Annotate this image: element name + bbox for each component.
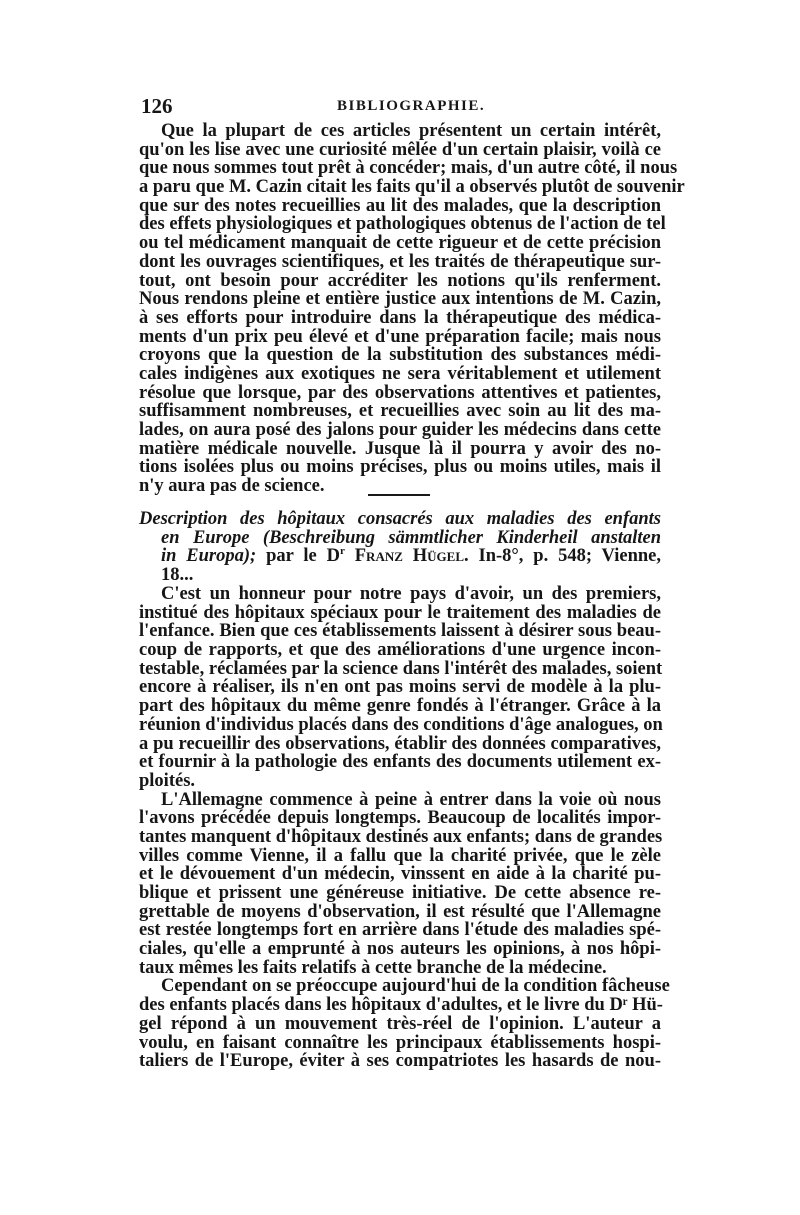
text-line: lades, on aura posé des jalons pour guider les médecins dans cette <box>139 420 661 440</box>
text-line: ments d'un prix peu élevé et d'une préparation facile; mais nous <box>139 326 661 347</box>
text-line: ciales, qu'elle a emprunté à nos auteurs les opinions, à nos hôpi- <box>139 939 661 960</box>
citation-details: In-8°, p. 548; Vienne, <box>468 546 661 567</box>
text-line: l'enfance. Bien que ces établissements laissent à désirer sous beau- <box>139 621 661 642</box>
text-line: voulu, en faisant connaître les principaux établissements hospi- <box>139 1032 661 1053</box>
text-line: grettable de moyens d'observation, il est résulté que l'Allemagne <box>139 901 661 922</box>
review-title-line: Description des hôpitaux consacrés aux maladies des enfants <box>139 509 661 529</box>
running-head: BIBLIOGRAPHIE. <box>337 98 486 114</box>
text-line: coup de rapports, et que des améliorations d'une urgence incon- <box>139 640 661 661</box>
text-line: C'est un honneur pour notre pays d'avoir, un des premiers, <box>161 584 661 604</box>
text-line: blique et prissent une généreuse initiative. De cette absence re- <box>139 883 661 903</box>
text-line: part des hôpitaux du même genre fondés à l'étranger. Grâce à la <box>139 696 661 717</box>
paragraph-hugel-review <box>139 584 670 1072</box>
text-line: ploités. <box>139 770 196 791</box>
page-number: 126 <box>141 94 173 118</box>
text-line: taux mêmes les faits relatifs à cette branche de la médecine. <box>139 957 607 978</box>
text-line: tions isolées plus ou moins précises, plus ou moins utiles, mais il <box>139 457 661 478</box>
text-line: matière médicale nouvelle. Jusque là il pourra y avoir des no- <box>139 438 661 459</box>
text-line: et le dévouement d'un médecin, vinssent en aide à la charité pu- <box>139 864 661 885</box>
text-line: que nous sommes tout prêt à concéder; mais, d'un autre côté, il nous <box>139 158 678 179</box>
text-line: Nous rendons pleine et entière justice aux intentions de M. Cazin, <box>139 289 661 310</box>
text-line: cales indigènes aux exotiques ne sera véritablement et utilement <box>139 363 661 384</box>
paragraph-cazin-review <box>139 121 685 497</box>
text-line: qu'on les lise avec une curiosité mêlée d'un certain plaisir, voilà ce <box>139 139 661 160</box>
text-line: tantes manquent d'hôpitaux destinés aux enfants; dans de grandes <box>139 826 663 847</box>
text-line: Cependant on se préoccupe aujourd'hui de la condition fâcheuse <box>161 976 670 997</box>
text-line: ou tel médicament manquait de cette rigueur et de cette précision <box>139 233 661 254</box>
text-line: L'Allemagne commence à peine à entrer dans la voie où nous <box>161 789 661 810</box>
text-line: n'y aura pas de science. <box>139 476 325 497</box>
text-line: tout, ont besoin pour accréditer les notions qu'ils renferment. <box>139 270 661 291</box>
text-line: résolue que lorsque, par des observations attentives et patientes, <box>139 382 661 403</box>
text-line: l'avons précédée depuis longtemps. Beaucoup de localités impor- <box>139 808 661 829</box>
text-line: dont les ouvrages scientifiques, et les traités de thérapeutique sur- <box>139 251 661 272</box>
text-line: des enfants placés dans les hôpitaux d'adultes, et le livre du Dʳ Hü- <box>139 995 663 1016</box>
review-author: Franz Hügel. <box>344 546 469 567</box>
citation-prefix: par le D <box>256 546 340 567</box>
review-title-fragment: in Europa); <box>161 546 257 567</box>
text-line: taliers de l'Europe, éviter à ses compatriotes les hasards de nou- <box>139 1051 661 1072</box>
text-line: des effets physiologiques et pathologiques obtenus de l'action de tel <box>139 214 666 235</box>
text-line: et fournir à la pathologie des enfants des documents utilement ex- <box>139 752 661 773</box>
text-line: croyons que la question de la substitution des substances médi- <box>139 345 661 366</box>
review-title-line: en Europe (Beschreibung sämmtlicher Kinderheil anstalten <box>161 527 661 548</box>
text-line: testable, réclamées par la science dans l'intérêt des malades, soient <box>139 658 663 679</box>
review-year-line: 18... <box>161 565 194 586</box>
citation-superscript: r <box>339 545 345 558</box>
text-line: suffisamment nombreuses, et recueillies avec soin au lit des ma- <box>139 401 661 422</box>
text-line: institué des hôpitaux spéciaux pour le traitement des maladies de <box>139 602 661 623</box>
text-line: est restée longtemps fort en arrière dans l'étude des maladies spé- <box>139 920 661 941</box>
text-line: gel répond à un mouvement très-réel de l'opinion. L'auteur a <box>139 1013 661 1034</box>
text-line: a paru que M. Cazin citait les faits qu'il a observés plutôt de souvenir <box>139 177 685 198</box>
text-line: que sur des notes recueillies au lit des malades, que la description <box>139 195 661 216</box>
page-header <box>135 94 665 120</box>
text-line: réunion d'individus placés dans des conditions d'âge analogues, on <box>139 714 663 735</box>
review-title-block <box>139 510 661 585</box>
text-line: à ses efforts pour introduire dans la thérapeutique des médica- <box>139 307 661 328</box>
text-line: villes comme Vienne, il a fallu que la charité privée, que le zèle <box>139 845 661 866</box>
text-line: Que la plupart de ces articles présentent un certain intérêt, <box>161 121 661 141</box>
review-citation-line <box>139 547 661 566</box>
text-line: encore à réaliser, ils n'en ont pas moins servi de modèle à la plu- <box>139 677 661 698</box>
text-line: a pu recueillir des observations, établir des données comparatives, <box>139 733 661 754</box>
section-divider <box>368 494 430 496</box>
